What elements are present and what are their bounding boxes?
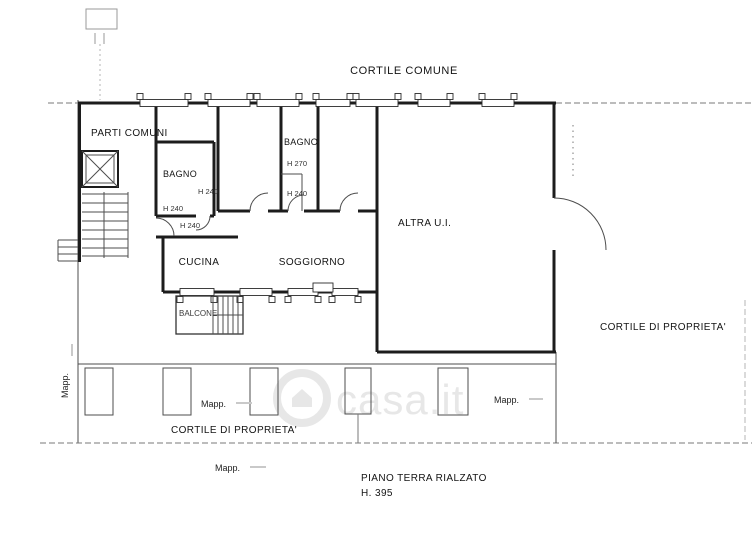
label-bagno-main-h-top: H 270 bbox=[287, 159, 308, 168]
door-arcs bbox=[156, 125, 606, 250]
door-arc-altra-ui bbox=[554, 198, 606, 250]
label-corridor-height: H 240 bbox=[180, 221, 201, 230]
stair-treads bbox=[82, 194, 128, 256]
label-bagno-main: BAGNO bbox=[284, 137, 319, 147]
label-cortile-comune: CORTILE COMUNE bbox=[350, 65, 458, 77]
stairs bbox=[58, 192, 128, 261]
window bbox=[479, 94, 517, 107]
utility-box-rect bbox=[86, 9, 117, 29]
label-mapp-bottom: Mapp. bbox=[215, 463, 241, 473]
label-balcone: BALCONE bbox=[179, 309, 218, 318]
chimney-notch bbox=[313, 283, 333, 292]
pillar bbox=[85, 368, 113, 415]
window bbox=[415, 94, 453, 107]
door-arc-room-b bbox=[340, 193, 358, 211]
utility-box-ticks bbox=[95, 33, 104, 44]
elevator-x-icon bbox=[82, 151, 118, 187]
pillar bbox=[163, 368, 191, 415]
label-altra-ui: ALTRA U.I. bbox=[398, 218, 452, 229]
label-bagno-main-h-bottom: H 240 bbox=[287, 189, 308, 198]
label-bagno-small: BAGNO bbox=[163, 169, 198, 179]
windows-bottom bbox=[177, 283, 361, 303]
utility-box bbox=[86, 9, 117, 100]
label-bagno-small-h-left: H 240 bbox=[163, 204, 184, 213]
watermark-house-icon bbox=[292, 389, 312, 407]
window bbox=[329, 289, 361, 303]
label-altezza: H. 395 bbox=[361, 488, 393, 499]
label-cortile-proprieta-bottom: CORTILE DI PROPRIETA' bbox=[170, 425, 298, 436]
exterior-steps bbox=[58, 240, 78, 261]
balcony-hatch bbox=[213, 296, 243, 334]
window bbox=[353, 94, 401, 107]
label-bagno-small-h-right: H 240 bbox=[198, 187, 219, 196]
label-soggiorno: SOGGIORNO bbox=[278, 257, 346, 268]
label-parti-comuni: PARTI COMUNI bbox=[91, 128, 168, 139]
label-mapp-center: Mapp. bbox=[201, 399, 227, 409]
elevator bbox=[82, 151, 118, 187]
label-piano-terra: PIANO TERRA RIALZATO bbox=[361, 473, 487, 484]
window bbox=[313, 94, 353, 107]
window bbox=[254, 94, 302, 107]
label-mapp-left: Mapp. bbox=[60, 372, 70, 398]
watermark-text: casa.it bbox=[336, 376, 465, 423]
door-arc-room-a bbox=[250, 193, 268, 211]
label-mapp-right: Mapp. bbox=[494, 395, 520, 405]
windows-top bbox=[137, 94, 517, 107]
window bbox=[205, 94, 253, 107]
door-arc-entrance bbox=[156, 218, 174, 236]
label-cucina: CUCINA bbox=[178, 257, 220, 268]
window bbox=[137, 94, 191, 107]
label-cortile-proprieta-right: CORTILE DI PROPRIETA' bbox=[599, 322, 727, 333]
